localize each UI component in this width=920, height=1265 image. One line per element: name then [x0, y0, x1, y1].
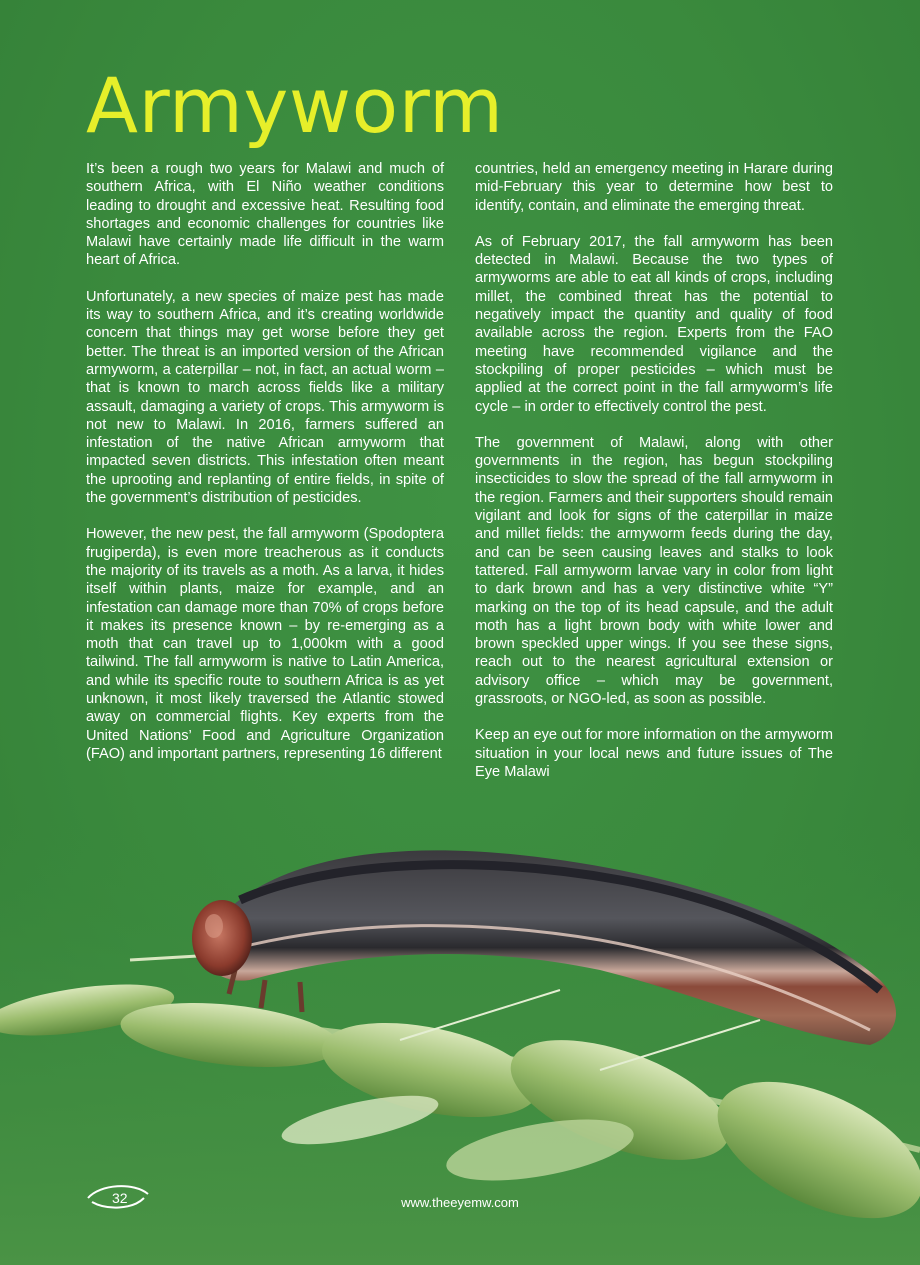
article-title: Armyworm — [86, 61, 504, 150]
left-column — [86, 160, 444, 781]
paragraph: However, the new pest, the fall armyworm (Spodoptera frugiperda), is even more treacherous as it conducts the majority of its travels as a moth. As a larva, it hides itself within plants, maize for example, and an infestation can damage more than 70% of crops before it makes its presence known – by re-emerging as a moth that can travel up to 1,000km with a good tailwind. The fall armyworm is native to Latin America, and while its specific route to southern Africa is as yet unknown, it most likely traversed the Atlantic stowed away on commercial flights. Key experts from the United Nations’ Food and Agriculture Organization (FAO) and important partners, representing 16 different — [86, 526, 444, 762]
paragraph: As of February 2017, the fall armyworm has been detected in Malawi. Because the two types of armyworms are able to eat all kinds of crops, including millet, the combined threat has the potential to negatively impact the quantity and quality of food available across the region. Experts from the FAO meeting have recommended vigilance and the stockpiling of proper pesticides – which must be applied at the correct point in the fall armyworm’s life cycle – in order to effectively control the pest. — [475, 233, 833, 415]
paragraph: The government of Malawi, along with other governments in the region, has begun stockpiling insecticides to slow the spread of the fall armyworm in the region. Farmers and their supporters should remain vigilant and look for signs of the caterpillar in maize and millet fields: the armyworm feeds during the day, and can be seen causing leaves and stalks to look tattered. Fall armyworm larvae vary in color from light to dark brown and has a very distinctive white “Y” marking on the top of its head capsule, and the adult moth has a light brown body with white lower and brown speckled upper wings. If you see these signs, reach out to the nearest agricultural extension or advisory office – which may be government, grassroots, or NGO-led, as soon as possible. — [475, 434, 833, 708]
paragraph: countries, held an emergency meeting in Harare during mid-February this year to determine how best to identify, contain, and eliminate the emerging threat. — [475, 161, 833, 214]
right-column — [475, 160, 833, 799]
page-number: 32 — [112, 1190, 128, 1206]
paragraph: Keep an eye out for more information on the armyworm situation in your local news and future issues of The Eye Malawi — [475, 727, 833, 780]
paragraph: It’s been a rough two years for Malawi and much of southern Africa, with El Niño weather conditions leading to drought and excessive heat. Resulting food shortages and economic challenges for countries like Malawi have certainly made life difficult in the warm heart of Africa. — [86, 161, 444, 269]
footer-website: www.theeyemw.com — [401, 1195, 519, 1210]
paragraph: Unfortunately, a new species of maize pest has made its way to southern Africa, and it’s creating worldwide concern that things may get worse before they get better. The threat is an imported version of the African armyworm, a caterpillar – not, in fact, an actual worm – that is known to march across fields like a military assault, damaging a variety of crops. This armyworm is not new to Malawi. In 2016, farmers suffered an infestation of the native African armyworm that impacted seven districts. This infestation often meant the uprooting and replanting of entire fields, in spite of the government’s distribution of pesticides. — [86, 288, 444, 507]
